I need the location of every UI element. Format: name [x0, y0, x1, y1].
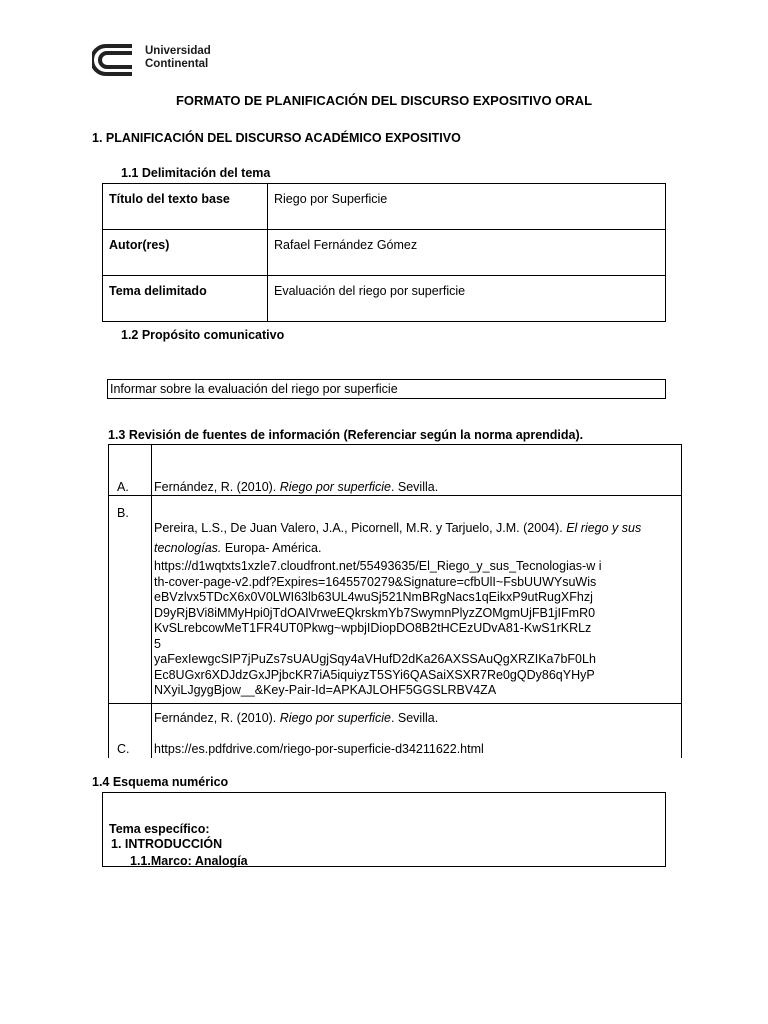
section-1-title: 1. PLANIFICACIÓN DEL DISCURSO ACADÉMICO EXPOSITIVO — [92, 131, 461, 145]
row-label: Título del texto base — [103, 184, 268, 230]
citation-place: Europa- América. — [221, 541, 322, 555]
url-line: eBVzlvx5TDcX6x0V0LWI63lb63UL4wuSj521NmBRgNacs1qEikxP9utRugXFhzj — [154, 590, 593, 604]
source-b-url[interactable] — [154, 559, 602, 699]
citation-text: Fernández, R. (2010). — [154, 480, 280, 494]
section-1-4-title: 1.4 Esquema numérico — [92, 775, 229, 789]
logo-line-1: Universidad — [145, 45, 211, 57]
row-value: Rafael Fernández Gómez — [268, 230, 666, 276]
document-title: FORMATO DE PLANIFICACIÓN DEL DISCURSO EXPOSITIVO ORAL — [175, 93, 593, 108]
row-label: Tema delimitado — [103, 276, 268, 322]
section-1-2-title: 1.2 Propósito comunicativo — [121, 328, 285, 342]
source-c-url[interactable]: https://es.pdfdrive.com/riego-por-superficie-d34211622.html — [154, 742, 484, 756]
source-label: A. — [117, 480, 129, 494]
url-line: D9yRjBVi8iMMyHpi0jTdOAIVrweEQkrskmYb7SwymnPlyzZOMgmUjFB1jIFmR0 — [154, 605, 596, 620]
url-line: th-cover-page-v2.pdf?Expires=1645570279&Signature=cfbUlI~FsbUUWYsuWis — [154, 574, 597, 589]
table-row — [103, 230, 666, 276]
citation-place: . Sevilla. — [390, 711, 439, 725]
table-row — [109, 445, 682, 496]
sources-table — [108, 444, 682, 758]
outline-item-1: 1. INTRODUCCIÓN — [111, 837, 223, 851]
topic-delimitation-table — [102, 183, 666, 322]
purpose-box: Informar sobre la evaluación del riego por superficie — [107, 379, 666, 399]
citation-title: Riego por superficie — [279, 711, 391, 725]
numeric-outline-box — [102, 792, 666, 867]
section-1-3-title: 1.3 Revisión de fuentes de información (Referenciar según la norma aprendida). — [108, 428, 584, 442]
section-1-1-title: 1.1 Delimitación del tema — [121, 166, 271, 180]
row-value: Evaluación del riego por superficie — [268, 276, 666, 322]
specific-topic-label: Tema específico: — [109, 822, 210, 836]
table-row — [109, 704, 682, 759]
url-line: NXyiLJgygBjow__&Key-Pair-Id=APKAJLOHF5GGSLRBV4ZA — [154, 683, 497, 697]
url-line: KvSLrebcowMeT1FR4UT0Pkwg~wpbjIDiopDO8B2tHCEzUDvA81-KwS1rKRLz — [154, 621, 592, 635]
url-line: Ec8UGxr6XDJdzGxJPjbcKR7iA5iquiyzT5SYi6QASaiXSXR7Re0gQDy86qYHyP — [154, 667, 595, 682]
outline-item-1-1: 1.1.Marco: Analogía — [130, 854, 248, 868]
source-c-citation — [154, 711, 438, 726]
university-logo-icon — [92, 43, 136, 77]
university-logo-text — [145, 45, 211, 71]
source-a-citation — [154, 480, 438, 495]
url-line: https://d1wqtxts1xzle7.cloudfront.net/55493635/El_Riego_y_sus_Tecnologias-w i — [154, 559, 602, 573]
url-line: yaFexIewgcSIP7jPuZs7sUAUgjSqy4aVHufD2dKa26AXSSAuQgXRZIKa7bF0Lh — [154, 652, 596, 666]
row-label: Autor(res) — [103, 230, 268, 276]
citation-place: . Sevilla. — [390, 480, 439, 494]
citation-title: Riego por superficie — [279, 480, 391, 494]
citation-title: El riego y sus tecnologías. — [154, 521, 642, 555]
source-label: B. — [117, 506, 129, 520]
row-value: Riego por Superficie — [268, 184, 666, 230]
table-row — [103, 184, 666, 230]
table-row — [109, 496, 682, 704]
citation-text: Pereira, L.S., De Juan Valero, J.A., Picornell, M.R. y Tarjuelo, J.M. (2004). — [154, 521, 567, 535]
source-label: C. — [117, 742, 130, 756]
table-row — [103, 276, 666, 322]
source-b-citation — [154, 518, 675, 558]
logo-line-2: Continental — [145, 58, 209, 70]
citation-text: Fernández, R. (2010). — [154, 711, 280, 725]
url-line: 5 — [154, 636, 161, 651]
